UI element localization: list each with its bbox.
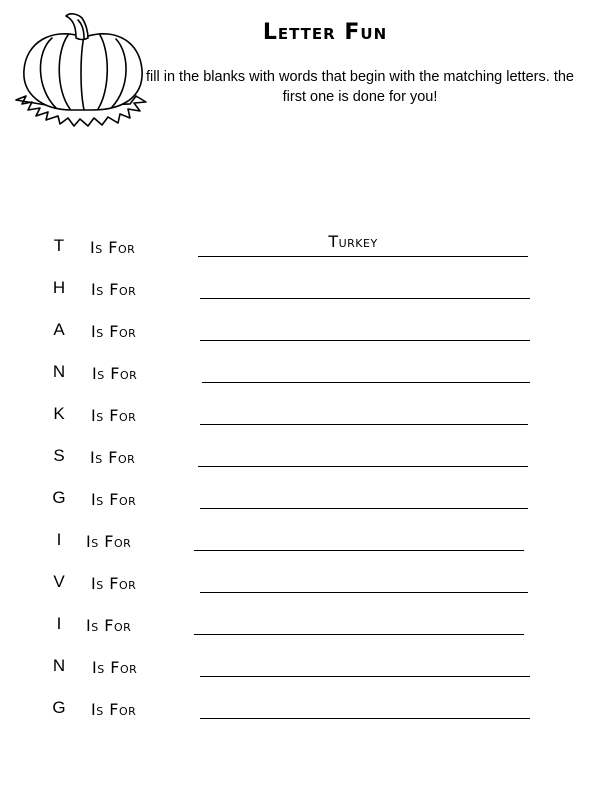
- answer-blank-line[interactable]: [200, 298, 530, 299]
- letter-row: [0, 652, 600, 682]
- row-letter: I: [56, 530, 62, 549]
- row-letter: K: [53, 404, 65, 423]
- is-for-label: Is For: [92, 658, 138, 677]
- row-letter: S: [53, 446, 65, 465]
- answer-text: Turkey: [328, 232, 378, 251]
- letter-row: [0, 274, 600, 304]
- answer-blank-line[interactable]: [200, 676, 530, 677]
- letter-row: [0, 610, 600, 640]
- answer-blank-line[interactable]: [194, 550, 524, 551]
- letter-row: [0, 694, 600, 724]
- row-letter: G: [52, 698, 66, 717]
- letter-row: [0, 232, 600, 262]
- is-for-label: Is For: [90, 448, 136, 467]
- answer-blank-line[interactable]: [200, 340, 530, 341]
- row-letter: A: [53, 320, 65, 339]
- row-letter: V: [53, 572, 65, 591]
- row-letter: N: [52, 362, 66, 381]
- answer-blank-line[interactable]: [202, 382, 530, 383]
- is-for-label: Is For: [86, 616, 132, 635]
- is-for-label: Is For: [91, 700, 137, 719]
- row-letter: G: [52, 488, 66, 507]
- row-letter: H: [52, 278, 66, 297]
- row-letter: I: [56, 614, 62, 633]
- letter-row: [0, 568, 600, 598]
- is-for-label: Is For: [91, 322, 137, 341]
- letter-row: [0, 526, 600, 556]
- answer-blank-line[interactable]: [200, 718, 530, 719]
- is-for-label: Is For: [92, 364, 138, 383]
- is-for-label: Is For: [91, 406, 137, 425]
- letter-row: [0, 316, 600, 346]
- answer-blank-line[interactable]: [200, 508, 528, 509]
- pumpkin-icon: [12, 8, 152, 130]
- answer-blank-line[interactable]: [198, 256, 528, 257]
- row-letter: T: [53, 236, 65, 255]
- instructions-text: fill in the blanks with words that begin with the matching letters. the first one is done for you!: [146, 69, 574, 105]
- is-for-label: Is For: [91, 490, 137, 509]
- letter-row: [0, 358, 600, 388]
- is-for-label: Is For: [86, 532, 132, 551]
- answer-blank-line[interactable]: [200, 424, 528, 425]
- letter-row: [0, 442, 600, 472]
- is-for-label: Is For: [90, 238, 136, 257]
- is-for-label: Is For: [91, 574, 137, 593]
- row-letter: N: [52, 656, 66, 675]
- answer-blank-line[interactable]: [200, 592, 528, 593]
- page-title: Letter Fun: [262, 20, 388, 45]
- letter-row: [0, 484, 600, 514]
- answer-blank-line[interactable]: [194, 634, 524, 635]
- letter-row: [0, 400, 600, 430]
- answer-blank-line[interactable]: [198, 466, 528, 467]
- is-for-label: Is For: [91, 280, 137, 299]
